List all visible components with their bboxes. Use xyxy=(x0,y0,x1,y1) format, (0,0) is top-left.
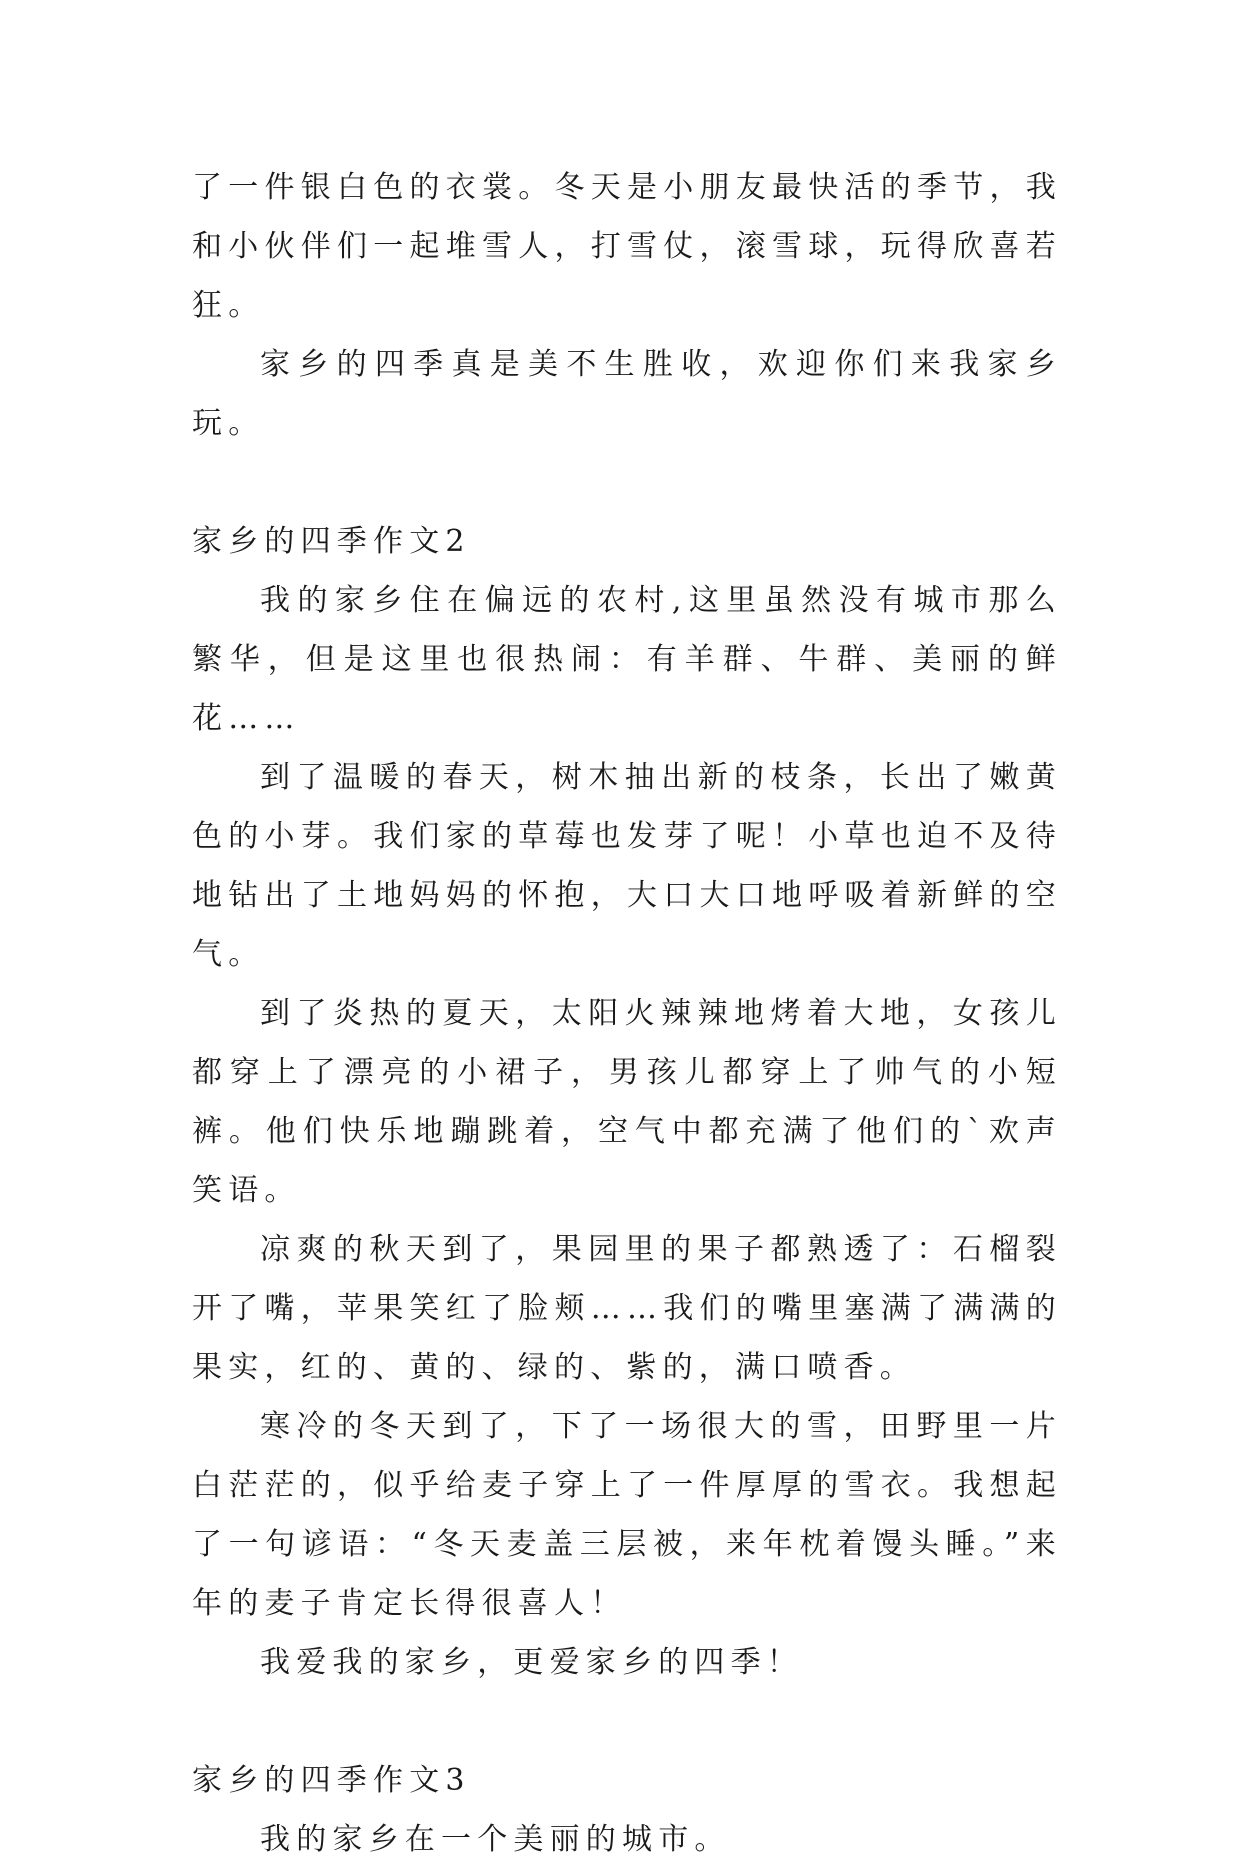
essay2-paragraph-2: 到了温暖的春天，树木抽出新的枝条，长出了嫩黄色的小芽。我们家的草莓也发芽了呢！小草也迫不及待地钻出了土地妈妈的怀抱，大口大口地呼吸着新鲜的空气。 xyxy=(192,760,1062,972)
essay2-paragraph-1: 我的家乡住在偏远的农村,这里虽然没有城市那么繁华，但是这里也很热闹：有羊群、牛群、美丽的鲜花…… xyxy=(192,583,1062,736)
section-gap xyxy=(192,453,1062,512)
essay3-paragraph-1: 我的家乡在一个美丽的城市。 xyxy=(260,1822,731,1857)
essay1-continued-paragraph: 了一件银白色的衣裳。冬天是小朋友最快活的季节，我和小伙伴们一起堆雪人，打雪仗，滚雪球，玩得欣喜若狂。 xyxy=(192,170,1062,323)
essay2-paragraph-6: 我爱我的家乡，更爱家乡的四季！ xyxy=(260,1645,803,1680)
essay1-closing-paragraph: 家乡的四季真是美不生胜收，欢迎你们来我家乡玩。 xyxy=(192,347,1062,441)
essay3-title: 家乡的四季作文3 xyxy=(192,1763,471,1798)
essay2-paragraph-5: 寒冷的冬天到了，下了一场很大的雪，田野里一片白茫茫的，似乎给麦子穿上了一件厚厚的雪衣。我想起了一句谚语：“冬天麦盖三层被，来年枕着馒头睡。”来年的麦子肯定长得很喜人！ xyxy=(192,1409,1062,1621)
essay2-title: 家乡的四季作文2 xyxy=(192,524,471,559)
document-body xyxy=(192,158,1062,1869)
essay2-paragraph-4: 凉爽的秋天到了，果园里的果子都熟透了：石榴裂开了嘴，苹果笑红了脸颊……我们的嘴里塞满了满满的果实，红的、黄的、绿的、紫的，满口喷香。 xyxy=(192,1232,1062,1385)
section-gap xyxy=(192,1692,1062,1751)
essay2-paragraph-3: 到了炎热的夏天，太阳火辣辣地烤着大地，女孩儿都穿上了漂亮的小裙子，男孩儿都穿上了帅气的小短裤。他们快乐地蹦跳着，空气中都充满了他们的`欢声笑语。 xyxy=(192,996,1062,1208)
